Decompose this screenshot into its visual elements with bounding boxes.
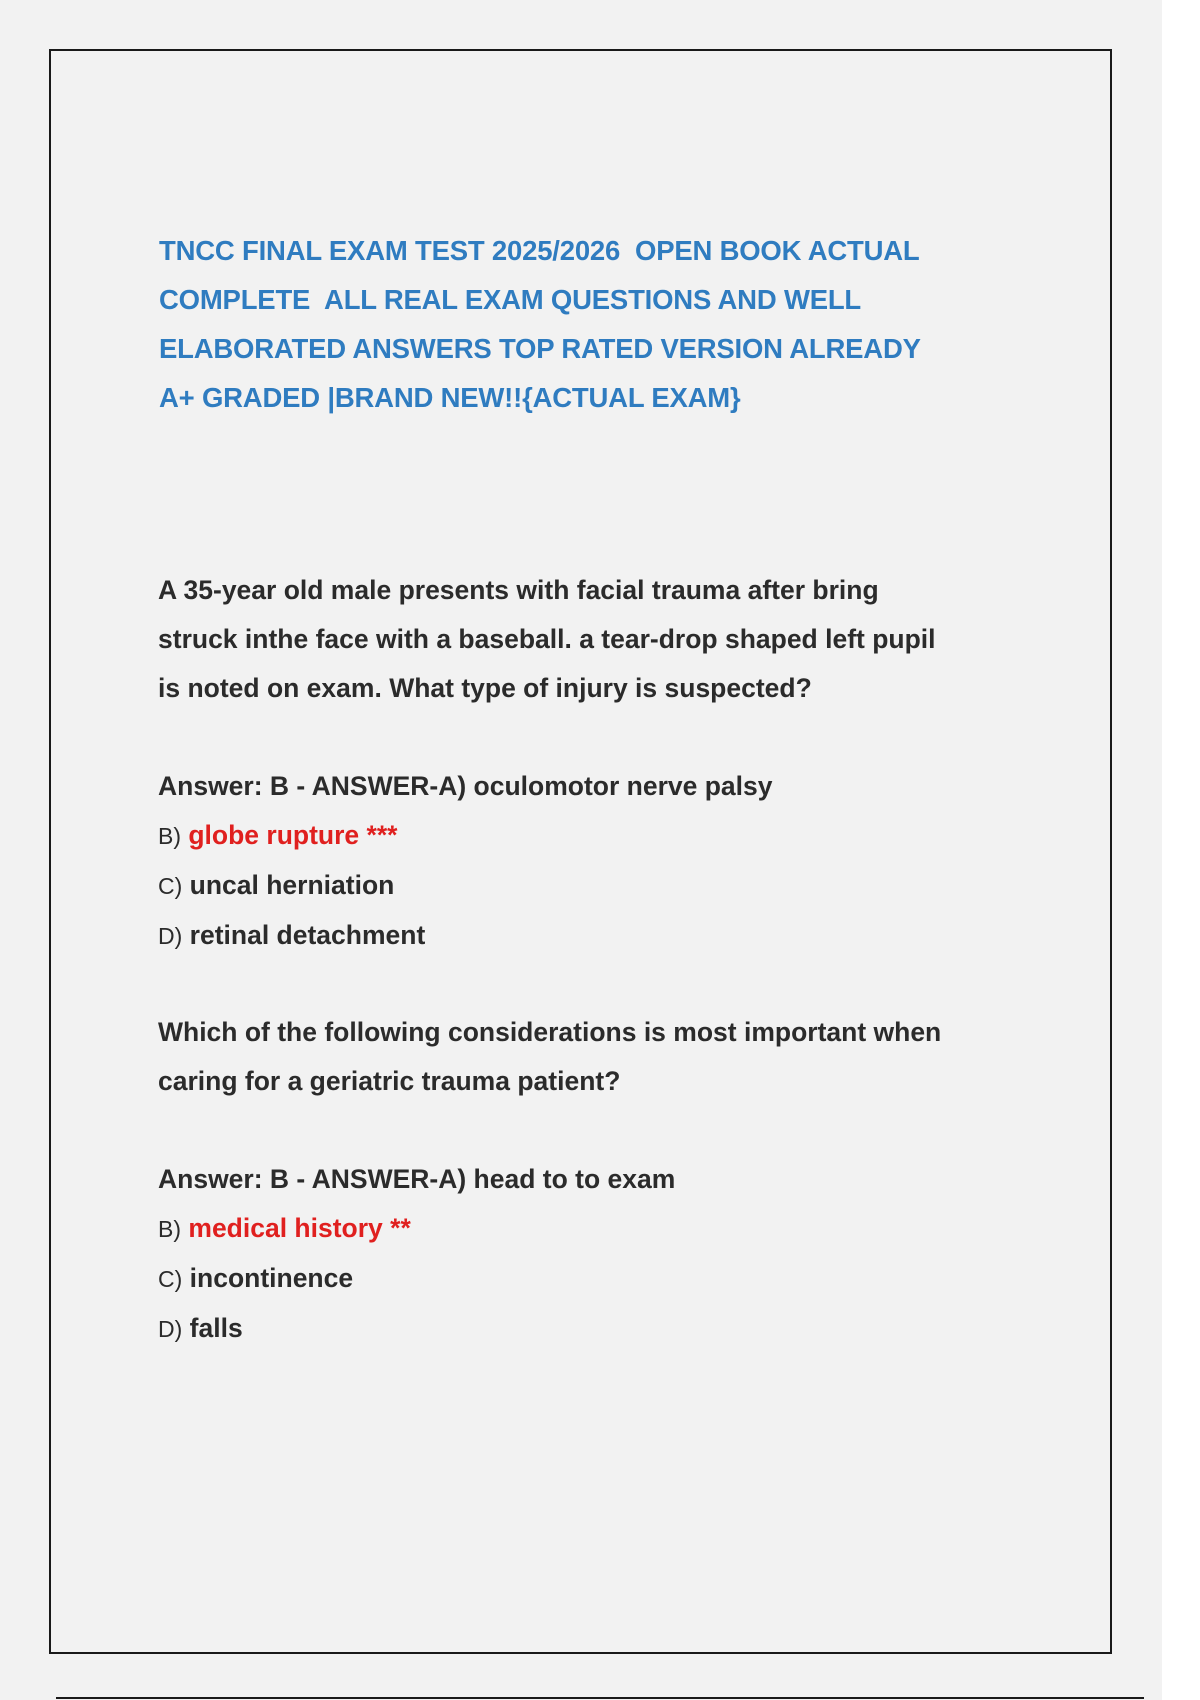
title-line: A+ GRADED |BRAND NEW!!{ACTUAL EXAM}	[159, 382, 741, 413]
answer-line: Answer: B - ANSWER-A) oculomotor nerve palsy	[158, 771, 773, 801]
option-b	[158, 1204, 1038, 1254]
question-text	[158, 1008, 1038, 1106]
option-letter: C)	[158, 873, 183, 899]
answer-line: Answer: B - ANSWER-A) head to to exam	[158, 1164, 676, 1194]
option-text: uncal herniation	[189, 870, 395, 900]
question-line: caring for a geriatric trauma patient?	[158, 1066, 621, 1096]
option-text: incontinence	[189, 1263, 354, 1293]
question-block-2	[158, 1008, 1038, 1354]
question-block-1	[158, 566, 1038, 961]
question-line: struck inthe face with a baseball. a tear-drop shaped left pupil	[158, 624, 936, 654]
question-text	[158, 566, 1038, 713]
title-line: COMPLETE ALL REAL EXAM QUESTIONS AND WELL	[159, 284, 862, 315]
option-c	[158, 861, 1038, 911]
correct-option-text: medical history **	[188, 1213, 411, 1243]
option-b	[158, 811, 1038, 861]
answer-block	[158, 1155, 1038, 1354]
question-line: Which of the following considerations is most important when	[158, 1017, 942, 1047]
document-title	[159, 226, 989, 422]
correct-option-text: globe rupture ***	[188, 820, 398, 850]
option-text: falls	[189, 1313, 243, 1343]
bottom-rule	[56, 1697, 1144, 1699]
option-letter: B)	[158, 823, 181, 849]
option-d	[158, 1304, 1038, 1354]
option-letter: D)	[158, 1316, 183, 1342]
title-line: ELABORATED ANSWERS TOP RATED VERSION ALREADY	[159, 333, 921, 364]
question-line: is noted on exam. What type of injury is suspected?	[158, 673, 812, 703]
option-letter: B)	[158, 1216, 181, 1242]
question-line: A 35-year old male presents with facial trauma after bring	[158, 575, 879, 605]
right-gutter	[1162, 0, 1200, 1700]
answer-block	[158, 762, 1038, 961]
option-letter: D)	[158, 923, 183, 949]
option-c	[158, 1254, 1038, 1304]
option-d	[158, 911, 1038, 961]
title-line: TNCC FINAL EXAM TEST 2025/2026 OPEN BOOK ACTUAL	[159, 235, 920, 266]
option-text: retinal detachment	[189, 920, 426, 950]
option-letter: C)	[158, 1266, 183, 1292]
